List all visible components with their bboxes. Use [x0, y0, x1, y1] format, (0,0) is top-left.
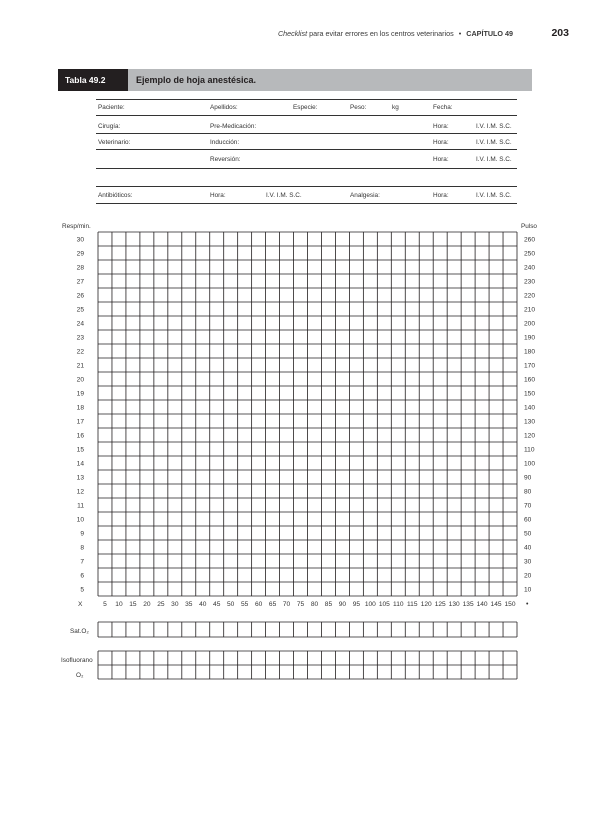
- hora-label: Hora:: [433, 156, 449, 163]
- hora-label: Hora:: [210, 192, 226, 199]
- resp-value-label: 16: [76, 432, 84, 440]
- pulse-value-label: 120: [524, 432, 536, 440]
- especie-label: Especie:: [293, 104, 318, 111]
- running-title-rest: para evitar errores en los centros veterinarios: [309, 29, 454, 38]
- o2-label: O₂: [76, 672, 84, 679]
- pulse-value-label: 170: [524, 362, 536, 370]
- grid-labels: [77, 236, 536, 608]
- time-value-label: 30: [171, 601, 179, 608]
- time-value-label: 95: [352, 601, 361, 608]
- time-value-label: 5: [103, 601, 107, 608]
- resp-value-label: 17: [76, 418, 84, 426]
- pulse-value-label: 140: [524, 404, 536, 412]
- time-value-label: 40: [199, 601, 207, 608]
- time-value-label: 115: [407, 601, 418, 608]
- pulse-value-label: 40: [524, 544, 532, 552]
- page-number: 203: [551, 27, 569, 39]
- time-value-label: 110: [393, 601, 404, 608]
- time-value-label: 120: [420, 601, 432, 608]
- route-label: I.V. I.M. S.C.: [476, 139, 512, 146]
- x-axis-dot: •: [526, 601, 529, 608]
- premedicacion-label: Pre-Medicación:: [210, 123, 257, 130]
- paciente-label: Paciente:: [98, 104, 125, 111]
- resp-value-label: 26: [76, 292, 84, 300]
- pulse-value-label: 180: [524, 348, 536, 356]
- sat-o2-row: [98, 622, 517, 637]
- resp-value-label: 8: [80, 544, 84, 552]
- running-title-italic: Checklist: [277, 29, 308, 38]
- pulse-value-label: 220: [524, 292, 536, 300]
- hora-label: Hora:: [433, 139, 449, 146]
- time-value-label: 105: [378, 601, 390, 608]
- route-label: I.V. I.M. S.C.: [266, 192, 302, 199]
- resp-value-label: 13: [76, 474, 84, 482]
- hora-label: Hora:: [433, 123, 449, 130]
- pulse-value-label: 10: [524, 586, 532, 594]
- time-value-label: 75: [296, 601, 305, 608]
- route-label: I.V. I.M. S.C.: [476, 156, 512, 163]
- time-value-label: 15: [129, 601, 137, 608]
- time-value-label: 130: [448, 601, 460, 608]
- pulse-value-label: 230: [524, 278, 536, 286]
- table-tag: Tabla 49.2: [58, 69, 128, 91]
- time-value-label: 65: [268, 601, 277, 608]
- fecha-label: Fecha:: [433, 104, 453, 111]
- reversion-label: Reversión:: [210, 156, 241, 163]
- gas-rows: [98, 651, 517, 679]
- time-value-label: 135: [462, 601, 474, 608]
- time-value-label: 150: [504, 601, 516, 608]
- resp-value-label: 11: [77, 502, 84, 510]
- time-value-label: 55: [240, 601, 249, 608]
- pulse-value-label: 240: [524, 264, 536, 272]
- pulse-header: Pulso: [521, 223, 537, 230]
- pulse-value-label: 90: [524, 474, 532, 482]
- resp-value-label: 15: [76, 446, 84, 454]
- resp-value-label: 21: [76, 362, 84, 370]
- time-value-label: 45: [213, 601, 221, 608]
- resp-value-label: 23: [76, 334, 84, 342]
- header-bullet: •: [458, 29, 462, 38]
- pulse-value-label: 200: [524, 320, 536, 328]
- resp-value-label: 30: [76, 236, 84, 244]
- antibioticos-label: Antibióticos:: [98, 192, 133, 199]
- pulse-value-label: 80: [524, 488, 532, 496]
- resp-value-label: 10: [76, 516, 84, 524]
- route-label: I.V. I.M. S.C.: [476, 123, 512, 130]
- resp-value-label: 24: [76, 320, 84, 328]
- resp-value-label: 18: [76, 404, 84, 412]
- veterinario-label: Veterinario:: [98, 139, 131, 146]
- resp-value-label: 9: [80, 530, 84, 538]
- resp-header: Resp/min.: [62, 223, 91, 230]
- resp-value-label: 14: [76, 460, 84, 468]
- time-value-label: 85: [324, 601, 333, 608]
- time-value-label: 90: [338, 601, 347, 608]
- resp-value-label: 6: [80, 572, 84, 580]
- isofluorano-label: Isofluorano: [61, 657, 93, 664]
- time-value-label: 20: [143, 601, 151, 608]
- time-value-label: 80: [310, 601, 319, 608]
- induccion-label: Inducción:: [210, 139, 240, 146]
- time-value-label: 125: [434, 601, 446, 608]
- resp-value-label: 5: [80, 586, 84, 594]
- time-value-label: 25: [157, 601, 165, 608]
- pulse-value-label: 190: [524, 334, 536, 342]
- resp-value-label: 22: [76, 348, 84, 356]
- time-value-label: 50: [227, 601, 235, 608]
- resp-value-label: 27: [76, 278, 84, 286]
- pulse-value-label: 210: [524, 306, 536, 314]
- chapter-label: CAPÍTULO 49: [466, 29, 513, 38]
- pulse-value-label: 20: [524, 572, 532, 580]
- resp-value-label: 7: [80, 558, 84, 566]
- pulse-value-label: 160: [524, 376, 536, 384]
- analgesia-label: Analgesia:: [350, 192, 380, 199]
- cirugia-label: Cirugía:: [98, 123, 121, 130]
- resp-value-label: 19: [76, 390, 84, 398]
- pulse-value-label: 150: [524, 390, 536, 398]
- time-value-label: 10: [115, 601, 123, 608]
- x-axis-label: X: [78, 601, 83, 608]
- pulse-value-label: 70: [524, 502, 532, 510]
- pulse-value-label: 250: [524, 250, 536, 258]
- kg-label: kg: [392, 104, 399, 111]
- hora-label: Hora:: [433, 192, 449, 199]
- resp-value-label: 29: [76, 250, 84, 258]
- apellidos-label: Apellidos:: [210, 104, 238, 111]
- table-title: Ejemplo de hoja anestésica.: [136, 75, 257, 85]
- pulse-value-label: 60: [524, 516, 532, 524]
- resp-value-label: 20: [76, 376, 84, 384]
- time-value-label: 140: [476, 601, 488, 608]
- sat-o2-label: Sat.O₂: [70, 628, 89, 635]
- route-label: I.V. I.M. S.C.: [476, 192, 512, 199]
- time-value-label: 145: [490, 601, 502, 608]
- pulse-value-label: 130: [524, 418, 536, 426]
- time-value-label: 100: [364, 601, 376, 608]
- pulse-value-label: 30: [524, 558, 532, 566]
- grid-lines: [98, 232, 517, 596]
- peso-label: Peso:: [350, 104, 367, 111]
- time-value-label: 35: [185, 601, 193, 608]
- pulse-value-label: 260: [524, 236, 536, 244]
- pulse-value-label: 110: [524, 446, 535, 454]
- time-value-label: 70: [282, 601, 291, 608]
- resp-value-label: 25: [76, 306, 84, 314]
- resp-value-label: 12: [76, 488, 84, 496]
- time-value-label: 60: [254, 601, 263, 608]
- resp-value-label: 28: [76, 264, 84, 272]
- pulse-value-label: 100: [524, 460, 536, 468]
- pulse-value-label: 50: [524, 530, 532, 538]
